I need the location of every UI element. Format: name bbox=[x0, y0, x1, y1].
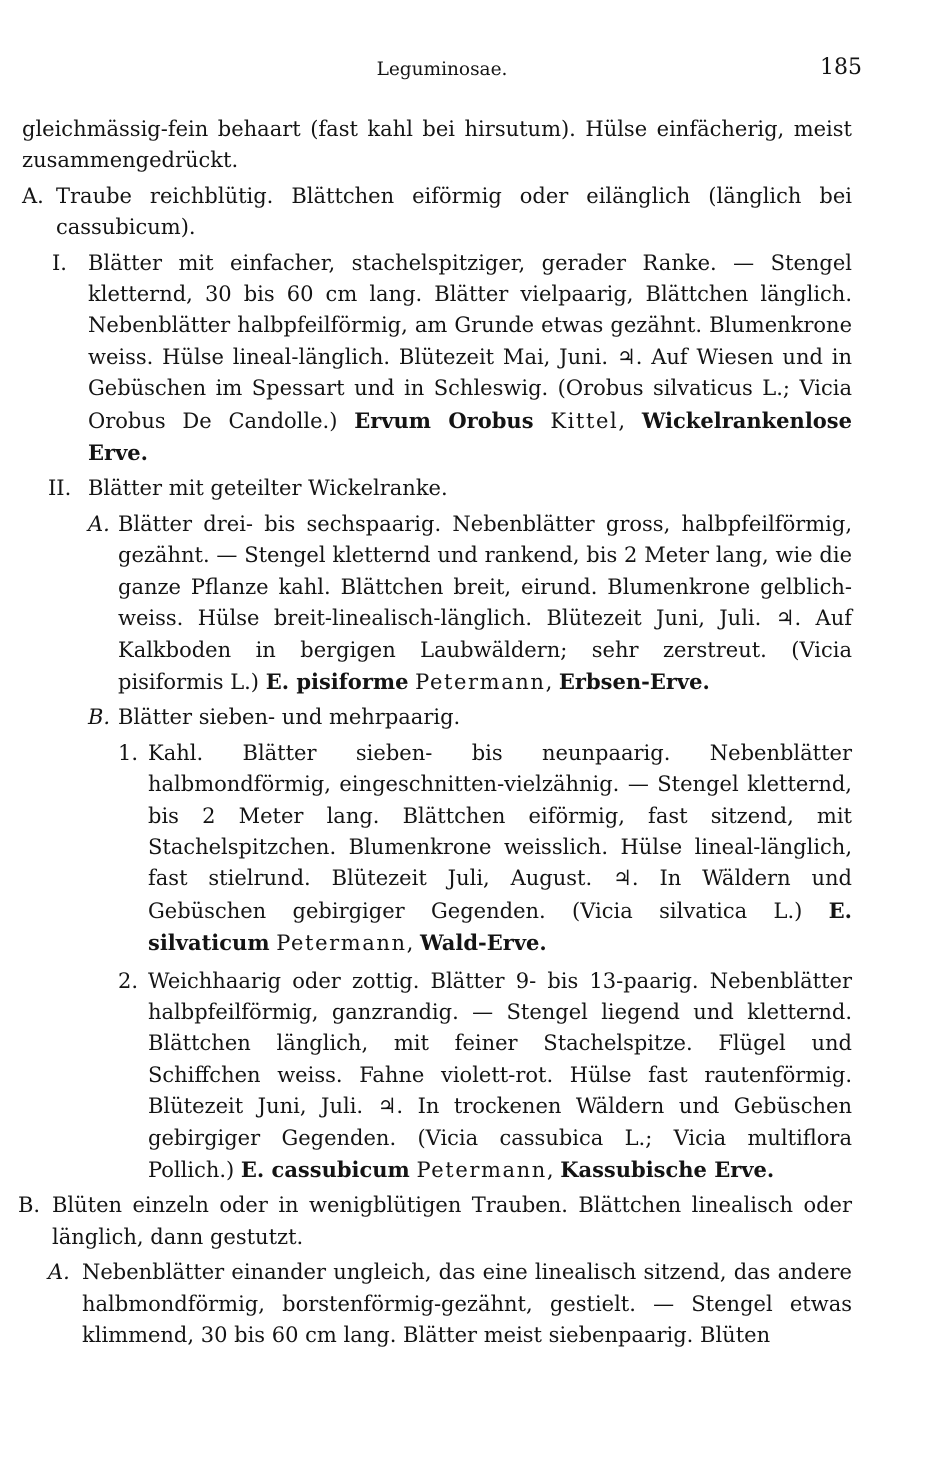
text-run: , bbox=[618, 408, 642, 433]
entry-label: B. bbox=[88, 705, 111, 730]
page-number: 185 bbox=[820, 55, 862, 80]
entry-label: B. bbox=[18, 1193, 41, 1218]
taxon-name-bold: E. silvaticum bbox=[148, 897, 852, 956]
entry-label: A. bbox=[48, 1260, 70, 1285]
taxon-name-bold: E. cassubicum bbox=[240, 1157, 410, 1182]
key-entry-I bbox=[22, 248, 852, 470]
text-run: Blätter mit geteilter Wickelranke. bbox=[88, 476, 448, 501]
entry-label: I. bbox=[52, 250, 67, 275]
text-run: Nebenblätter einander ungleich, das eine linealisch sitzend, das andere halbmondförmig, borstenförmig-gezähnt, gestielt. — Stengel etwas klimmend, 30 bis 60 cm lang. Blätter meist siebenpaarig. Blüten bbox=[82, 1260, 852, 1348]
key-entry-II-B bbox=[22, 702, 852, 733]
page-body bbox=[18, 114, 852, 1355]
key-entry-II-A bbox=[22, 509, 852, 698]
text-run: , bbox=[546, 1158, 561, 1182]
author-name: Petermann bbox=[415, 669, 546, 694]
paragraph-text bbox=[56, 184, 852, 239]
paragraph-text bbox=[118, 705, 460, 729]
paragraph-text bbox=[148, 741, 852, 955]
paragraph-continuation bbox=[22, 114, 852, 177]
text-run: Blüten einzeln oder in wenigblütigen Trauben. Blättchen linealisch oder länglich, dann gestutzt. bbox=[52, 1193, 852, 1249]
page-header bbox=[22, 54, 862, 84]
key-entry-II bbox=[22, 473, 852, 504]
author-name: Petermann bbox=[276, 931, 407, 956]
running-title: Leguminosae. bbox=[376, 59, 508, 80]
entry-label: II. bbox=[48, 476, 72, 501]
key-entry-2 bbox=[22, 966, 852, 1187]
key-entry-1 bbox=[22, 738, 852, 960]
text-run bbox=[534, 409, 551, 433]
taxon-name-bold: Erbsen-Erve. bbox=[558, 668, 710, 694]
paragraph-text bbox=[52, 1193, 852, 1248]
entry-label: 2. bbox=[118, 968, 139, 993]
text-run: , bbox=[545, 669, 559, 694]
paragraph-text bbox=[148, 969, 852, 1182]
text-run: , bbox=[406, 931, 420, 956]
text-run: Kahl. Blätter sieben- bis neunpaarig. Nebenblätter halbmondförmig, eingeschnitten-vielzähnig. — Stengel kletternd, bis 2 Meter lang. Blättchen eiförmig, fast sitzend, mit Stachelspitzchen. Blumenkrone weisslich. Hülse lineal-länglich, fast stielrund. Blütezeit Juli, August. ♃. In Wäldern und Gebüschen gebirgiger Gegenden. (Vicia silvatica L.) bbox=[148, 740, 852, 923]
paragraph-text bbox=[82, 1260, 852, 1347]
taxon-name-bold: Wald-Erve. bbox=[420, 930, 547, 956]
text-run: Blätter mit einfacher, stachelspitziger, gerader Ranke. — Stengel kletternd, 30 bis 60 cm lang. Blätter vielpaarig, Blättchen länglich. Nebenblätter halbpfeilförmig, am Grunde etwas gezähnt. Blumenkrone weiss. Hülse lineal-länglich. Blütezeit Mai, Juni. ♃. Auf Wiesen und in Gebüschen im Spessart und in Schleswig. (Orobus silvaticus L.; Vicia Orobus De Candolle.) bbox=[88, 250, 852, 433]
text-run: Weichhaarig oder zottig. Blätter 9- bis 13-paarig. Nebenblätter halbpfeilförmig, ganzrandig. — Stengel liegend und kletternd. Blättchen länglich, mit feiner Stachelspitze. Flügel und Schiffchen weiss. Fahne violett-rot. Hülse fast rautenförmig. Blütezeit Juni, Juli. ♃. In trockenen Wäldern und Gebüschen gebirgiger Gegenden. (Vicia cassubica L.; Vicia multiflora Pollich.) bbox=[148, 968, 852, 1182]
entry-label: A. bbox=[22, 183, 44, 208]
key-entry-B bbox=[18, 1190, 852, 1253]
entry-label: A. bbox=[88, 511, 110, 536]
taxon-name-bold: E. pisiforme bbox=[265, 668, 409, 694]
paragraph-text bbox=[88, 476, 448, 500]
taxon-name-bold: Kassubische Erve. bbox=[560, 1157, 775, 1182]
paragraph-text bbox=[118, 512, 852, 694]
author-name: Kittel bbox=[550, 408, 619, 433]
text-run: Traube reichblütig. Blättchen eiförmig oder eilänglich (länglich bei cassubicum). bbox=[56, 183, 852, 240]
text-run: Blätter drei- bis sechspaarig. Nebenblätter gross, halbpfeilförmig, gezähnt. — Stengel kletternd und rankend, bis 2 Meter lang, wie die ganze Pflanze kahl. Blättchen breit, eirund. Blumenkrone gelblich-weiss. Hülse breit-linealisch-länglich. Blütezeit Juni, Juli. ♃. Auf Kalkboden in bergigen Laubwäldern; sehr zerstreut. (Vicia pisiformis L.) bbox=[118, 511, 852, 694]
author-name: Petermann bbox=[416, 1158, 547, 1182]
taxon-name-bold: Wickelrankenlose Erve. bbox=[88, 407, 852, 466]
text-run: Blätter sieben- und mehrpaarig. bbox=[118, 705, 461, 730]
taxon-name-bold: Ervum Orobus bbox=[354, 407, 534, 433]
key-entry-B-A bbox=[22, 1257, 852, 1351]
entry-label: 1. bbox=[118, 740, 139, 765]
key-entry-A bbox=[22, 181, 852, 244]
paragraph-text bbox=[22, 117, 852, 172]
paragraph-text bbox=[88, 251, 852, 465]
text-run: gleichmässig-fein behaart (fast kahl bei hirsutum). Hülse einfächerig, meist zusammengedrückt. bbox=[22, 117, 852, 173]
